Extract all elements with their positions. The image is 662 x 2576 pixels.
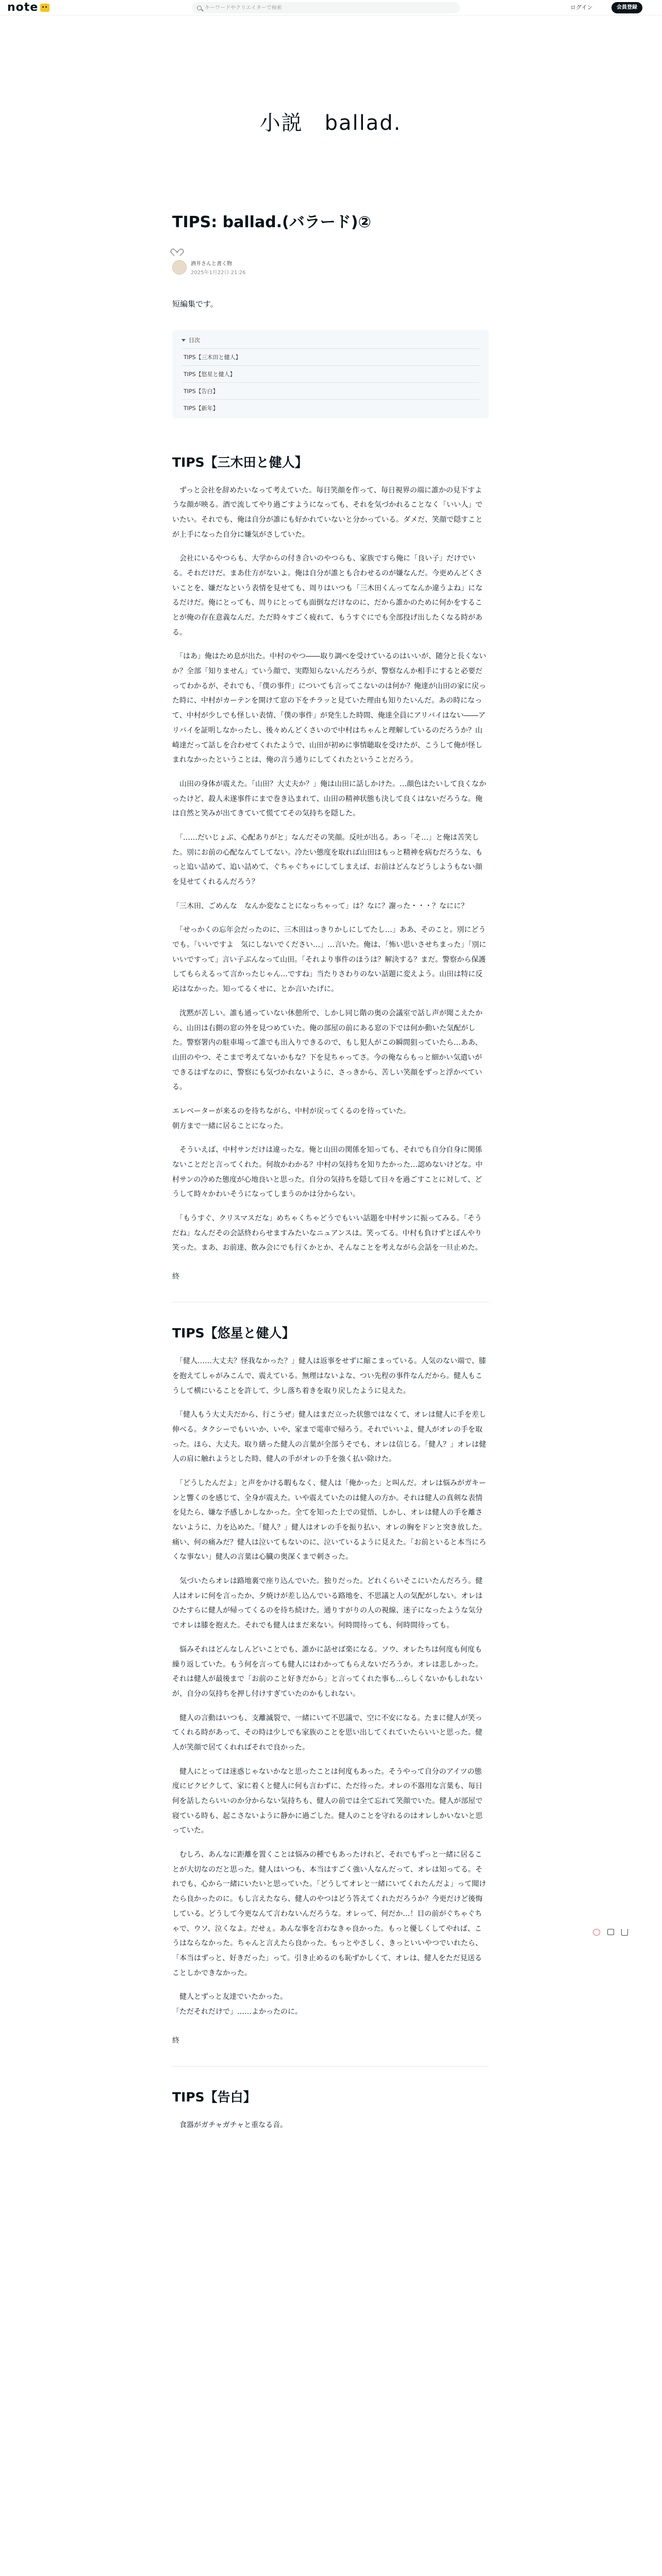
toc-item[interactable]: TIPS【悠星と健人】	[181, 365, 479, 382]
paragraph: 沈黙が苦しい。誰も通っていない休憩所で、しかし同じ階の奥の会議室で話し声が聞こえたから、山田は右側の窓の外を見つめていた。俺の部屋の前にある窓の下では何か動いた気配がした。警察署内の駐車場って誰でも出入りできるので、もし犯人がこの瞬間狙っていたら…ああ、山田のやつ、そこまで考えてないかもな？下を見ちゃってさ。今の俺ならもっと細かい気遣いができるはずなのに、警察にも気づかれないように、さっきから、苦しい笑顔をずっと浮かべている。	[172, 1009, 483, 1092]
share-icon[interactable]	[621, 1929, 628, 1936]
paragraph: 健人にとっては迷惑じゃないかなと思ったことは何度もあった。そうやって自分のアイツの態度にビクビクして、家に着くと健人に何も言わずに、ただ待った。オレの不器用な言葉も、毎日何を話したらいいのか分からない気持ちも、健人の前では全て忘れて笑顔でいた。健人が部屋で寝ている時も、起こさないように静かに過ごした。健人のことを守れるのはオレしかいないと思っていた。	[172, 1767, 483, 1835]
article	[172, 212, 489, 2132]
section-heading: TIPS【悠星と健人】	[172, 1326, 295, 1341]
floating-actions	[593, 1929, 628, 1936]
author-row	[172, 259, 489, 276]
section-heading: TIPS【三木田と健人】	[172, 454, 308, 470]
paragraph: 「三木田、ごめんな なんか変なことになっちゃって」は？なに？謝った・・・？なにに？	[172, 902, 468, 910]
like-icon[interactable]	[593, 1929, 600, 1936]
paragraph: 会社にいるやつらも、大学からの付き合いのやつらも、家族ですら俺に「良い子」だけでいる。それだけだ。まあ仕方がないよ。俺は自分が誰とも合わせるのが嫌なんだ。今更めんどくさいことを、嫌だなという表情を見せても、周りはいつも「三木田くんってなんか違うよね」になるだけだ。俺にとっても、周りにとっても面倒なだけなのに、だから誰かのために何かをすることが俺の存在意義なんだ。ただ時々すごく疲れて、もうすぐにでも全部投げ出したくなる時がある。	[172, 554, 483, 637]
signup-button[interactable]: 会員登録	[611, 2, 642, 13]
post-date: 2025年1月22日 21:26	[191, 269, 246, 276]
article-lead: 短編集です。	[172, 299, 218, 309]
paragraph: 食器がガチャガチャと重なる音。	[172, 2121, 288, 2129]
magazine-title: 小説 ballad.	[259, 111, 402, 135]
paragraph: 「どうしたんだよ」と声をかける暇もなく、健人は「俺かった」と叫んだ。オレは悩みがガキーンと響くのを感じて、全身が震えた。いや震えていたのは健人の方か。それは健人の真剣な表情を見たら、嫌な予感しかしなかった。全てを知った上での覚悟、しかし、オレは健人の手を離さないように、力を込めた。「健人？」健人はオレの手を振り払い、オレの胸をドンと突き放した。痛い、何の痛みだ？健人は泣いてもないのに、泣いているように見えた。「お前といると本当にろくな事ない」健人の言葉は心臓の奥深くまで刺さった。	[172, 1479, 486, 1562]
article-title: TIPS: ballad.(バラード)②	[172, 213, 371, 231]
paragraph: そういえば、中村サンだけは違ったな。俺と山田の関係を知っても、それでも自分自身に関係ないことだと言ってくれた。何故かわかる？中村の気持ちを知りたかった…認めないけどな。中村サンの冷めた態度が心地良いと思った。自分の気持ちを隠して日々を過ごすことに対して、どうして時々かわいそうになってしまうのかは分からない。	[172, 1146, 483, 1199]
logo-text: note	[7, 1, 39, 14]
search-box[interactable]	[192, 2, 460, 13]
caret-down-icon	[181, 339, 186, 342]
end-mark: 終	[172, 1273, 179, 1281]
table-of-contents	[172, 330, 489, 418]
paragraph: 健人の言動はいつも、支離滅裂で、一緒にいて不思議で、空に不安になる。たまに健人が笑ってくれる時があって、その時は少しでも家族のことを思い出してくれていたらいいと思った。健人が笑顔で居てくれればそれで良かった。	[172, 1714, 483, 1752]
toc-item[interactable]: TIPS【新年】	[181, 399, 479, 416]
paragraph: 「はあ」俺はため息が出た。中村のやつ――取り調べを受けているのはいいが、随分と長くないか？全部「知りません」ていう顔で、実際知らないんだろうが、警察なんか相手にすると必要だってわかるが、それでも、「僕の事件」についても言ってこないのは何か？俺達が山田の家に戻った時に、中村がカーテンを開けて窓の下をチラッと見ていた理由も知りたいんだ。あの時になって、中村が少しでも怪しい表情、「僕の事件」が発生した時間、俺達全員にアリバイはない――アリバイを証明しなかったし、後々めんどくさいので中村はちゃんと理解しているのだろうか？山崎達だって話しを合わせてくれたようで、山田が初めに事情聴取を受けたが、こうして俺が怪しまれなかったということは、俺の言う通りにしてくれたということだろう。	[172, 652, 486, 765]
paragraph: 気づいたらオレは路地裏で座り込んでいた。独りだった。どれくらいそこにいたんだろう。健人はオレに何を言ったか、夕焼けが差し込んでいる路地を、不思議と人の気配がしない。オレはひたすらに健人が帰ってくるのを待ち続けた。通りすがりの人の視線、迷子になったような気分でオレは膝を抱えた。それでも健人はまだ来ない。何時間待っても、何時間待っても。	[172, 1577, 483, 1630]
avatar[interactable]	[172, 260, 187, 275]
heart-icon[interactable]	[172, 245, 181, 253]
paragraph: 山田の身体が震えた。「山田？大丈夫か？」俺は山田に話しかけた。…顔色はたいして良くなかったけど、殺人未遂事件にまで巻き込まれて、山田の精神状態も決して良くはないだろうな。俺は自然と笑みが出てきていて慌ててその気持ちを隠した。	[172, 779, 486, 818]
comment-icon[interactable]	[607, 1929, 614, 1935]
paragraph: 悩みそれはどんなしんどいことでも、誰かに話せば楽になる。ソウ、オレたちは何度も何度も繰り返していた。もう何を言っても健人にはわかってもらえないだろうか。オレは悲しかった。それは健人が最後まで「お前のこと好きだから」と言ってくれた事も…らしくないかもしれないが、自分の気持ちを押し付けすぎていたのかもしれない。	[172, 1645, 483, 1698]
paragraph: 「健人……大丈夫？怪我なかった？」健人は返事をせずに縮こまっている。人気のない端で、膝を抱えてしゃがみこんで、震えている。無理はないよな、つい先程の事件なんだから。健人もこうして横にいることを許して、少し落ち着きを取り戻したように見えた。	[172, 1357, 486, 1395]
paragraph: 「せっかくの忘年会だったのに、三木田はっきりかしにしてたし…」ああ、そのこと。別にどうでも。「いいですよ 気にしないでください…」…言いた。俺は、「怖い思いさせちまった」「別にいいですって」言い子ぶんなって山田。「それより事件のほうは？解決する？まだ。警察から保護してもらえるって言かったじゃん…ですね」当たりさわりのない話題に変えよう。山田は特に反応はなかった。知ってるくせに、とか言いたげに。	[172, 926, 486, 994]
toc-item[interactable]: TIPS【告白】	[181, 382, 479, 399]
note-logo[interactable]	[7, 1, 49, 14]
paragraph: 健人とずっと友達でいたかった。 「ただそれだけで」……よかったのに。	[172, 1993, 302, 2016]
paragraph: むしろ、あんなに距離を置くことは悩みの種でもあったけれど、それでもずっと一緒に居ることが大切なのだと思った。健人はいつも、本当はすごく強い人なんだって、オレは知ってる。それでも、心から一緒にいたいと思っていた。「どうしてオレと一緒にいてくれたんだよ」って聞けたら良かったのに。もし言えたなら、健人のやつはどう答えてくれただろうか？今更だけど後悔している。どうして今更なんて言わないんだろうな。オレって、何だか…！目の前がぐちゃぐちゃで、ウソ、泣くなよ。だせぇ。あんな事を言わなきゃ良かった。もっと優しくしてやれば、こうはならなかった。ちゃんと言えたら良かった。もっとやさしく、きっといいやつでいれたら、「本当はずっと、好きだった」って。引き止めるのも恥ずかしくて、オレは、健人をただ見送ることしかできなかった。	[172, 1851, 486, 1977]
mascot-icon	[40, 4, 49, 12]
search-input[interactable]	[205, 5, 455, 11]
section-heading: TIPS【告白】	[172, 2089, 256, 2105]
login-link[interactable]: ログイン	[570, 4, 593, 11]
author-name[interactable]: 酒井さんと書く物	[191, 261, 232, 267]
toc-item[interactable]: TIPS【三木田と健人】	[181, 348, 479, 365]
magazine-hero	[172, 57, 489, 185]
paragraph: 「健人もう大丈夫だから、行こうぜ」健人はまだ立った状態ではなくて、オレは健人に手を差し伸べる。タクシーでもいいか、いや、家まで電車で帰ろう。それでいいよ、健人がオレの手を取った。ほら、大丈夫。取り繕った健人の言葉が全部うそでも、オレは信じる。「健人？」オレは健人の肩に触れようとした時、健人の手がオレの手を強く払い除けた。	[172, 1411, 486, 1464]
paragraph: 「もうすぐ、クリスマスだな」めちゃくちゃどうでもいい話題を中村サンに振ってみる。「そうだね」なんだその会話終わらせますみたいなニュアンスは。笑ってる。中村も負けずとぼんやり笑った。まあ、お前達、飲み会にでも行くかとか、そんなことを考えながら会話を一旦止めた。	[172, 1214, 483, 1252]
paragraph: 「……だいじょぶ、心配ありがと」なんだその笑顔。反吐が出る。あっ「そ…」と俺は苦笑した。別にお前の心配なんてしてない。冷たい態度を取れば山田はもっと精神を病むだろうな、もっと追い詰めて、追い詰めて、ぐちゃぐちゃにしてしまえば、お前はどんなどうしようもない顔を見せてくれるんだろう？	[172, 833, 483, 886]
end-mark: 終	[172, 2036, 179, 2045]
toc-heading: 目次	[189, 336, 200, 344]
search-icon	[197, 6, 202, 10]
paragraph: エレベーターが来るのを待ちながら、中村が戻ってくるのを待っていた。 朝方まで一緒に居ることになった。	[172, 1107, 410, 1130]
paragraph: ずっと会社を辞めたいなって考えていた。毎日笑顔を作って、毎日視界の端に誰かの見下すような顔が映る。酒で流してやり過ごすようになっても、それを気づかれることなく「いい人」でいたい。それでも、俺は自分が誰にも好かれていないと分かっている。ダメだ、笑顔で隠すことが上手になった自分に嫌気がさしていた。	[172, 486, 483, 539]
toc-header[interactable]	[181, 336, 479, 344]
top-navbar	[0, 0, 662, 15]
